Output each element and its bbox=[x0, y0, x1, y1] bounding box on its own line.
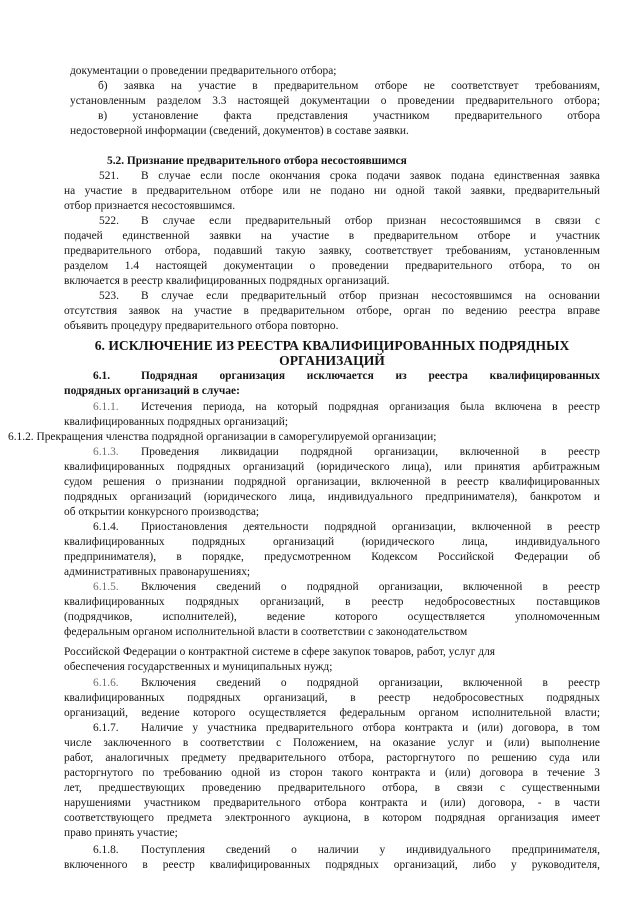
text-line: В случае если предварительный отбор признан несостоявшимся в связи с bbox=[141, 215, 600, 227]
text-line: Приостановления деятельности подрядной организации, включенной в реестр bbox=[141, 521, 600, 533]
text-line: (подрядчиков, исполнителей), ведение которого осуществляется уполномоченным bbox=[64, 611, 600, 623]
text-line: разделом 1.4 настоящей документации о проведении предварительного отбора, то он bbox=[64, 260, 600, 272]
text-line: Российской Федерации о контрактной системе в сфере закупок товаров, работ, услуг для bbox=[64, 646, 496, 658]
section-title: 5.2. Признание предварительного отбора несостоявшимся bbox=[107, 155, 407, 167]
text-line: установленным разделом 3.3 настоящей документации о проведении предварительного отбора; bbox=[70, 95, 600, 107]
clause-number: 6.1.6. bbox=[93, 677, 119, 689]
text-line: 6.1.2. Прекращения членства подрядной организации в саморегулируемой организации; bbox=[8, 431, 437, 443]
text-line: В случае если предварительный отбор признан несостоявшимся на основании bbox=[141, 290, 600, 302]
text-line: подрядных организаций в случае: bbox=[64, 385, 240, 397]
text-line: об открытии конкурсного производства; bbox=[64, 506, 260, 518]
text-line: работ, аналогичных предмету предварительного отбора, расторгнутого по решению суда или bbox=[64, 752, 600, 764]
text-line: подачей единственной заявки на участие в предварительном отборе и участник bbox=[64, 230, 600, 242]
text-line: судом решения о признании подрядной организации, включенной в реестр квалифицированных bbox=[64, 476, 600, 488]
text-line: включается в реестр квалифицированных подрядных организаций. bbox=[64, 275, 390, 287]
text-line: административных правонарушениях; bbox=[64, 566, 251, 578]
clause-number: 523. bbox=[99, 290, 119, 302]
section-heading: ОРГАНИЗАЦИЙ bbox=[279, 353, 385, 368]
clause-number: 6.1.4. bbox=[93, 521, 119, 533]
clause-number: 522. bbox=[99, 215, 119, 227]
text-line: право принять участие; bbox=[64, 827, 178, 839]
text-line: квалифицированных подрядных организаций, в реестр недобросовестных поставщиков bbox=[64, 596, 600, 608]
text-line: В случае если после окончания срока подачи заявок подана единственная заявка bbox=[141, 170, 600, 182]
text-line: организаций, ведение которого осуществляется федеральным органом исполнительной власти; bbox=[64, 707, 600, 719]
text-line: включенного в реестр квалифицированных подрядных организаций, либо у руководителя, bbox=[64, 859, 600, 871]
text-line: расторгнутого по требованию одной из сторон такого контракта и (или) договора в течение 3 bbox=[64, 767, 600, 779]
text-line: Наличие у участника предварительного отбора контракта и (или) договора, в том bbox=[141, 722, 600, 734]
text-line: отбор признается несостоявшимся. bbox=[64, 200, 236, 212]
text-line: Истечения периода, на который подрядная организация была включена в реестр bbox=[141, 401, 600, 413]
clause-number: 6.1.8. bbox=[93, 844, 119, 856]
text-line: квалифицированных подрядных организаций, в реестр недобросовестных подрядных bbox=[64, 692, 600, 704]
clause-number: 521. bbox=[99, 170, 119, 182]
text-line: недостоверной информации (сведений, документов) в составе заявки. bbox=[70, 125, 409, 137]
text-line: числе заключенного в соответствии с Положением, на оказание услуг и (или) выполнение bbox=[64, 737, 600, 749]
text-line: квалифицированных подрядных организаций (юридического лица, индивидуального bbox=[64, 536, 600, 548]
text-line: Подрядная организация исключается из реестра квалифицированных bbox=[141, 370, 600, 382]
text-line: на участие в предварительном отборе или не подано ни одной такой заявки, предварительный bbox=[64, 185, 600, 197]
text-line: соответствующего предмета электронного аукциона, в котором подрядная организация имеет bbox=[64, 812, 600, 824]
text-line: отсутствия заявок на участие в предварительном отборе, орган по ведению реестра вправе bbox=[64, 305, 600, 317]
text-line: предпринимателя), в порядке, предусмотренном Кодексом Российской Федерации об bbox=[64, 551, 600, 563]
text-line: квалифицированных подрядных организаций; bbox=[64, 416, 289, 428]
section-heading: 6. ИСКЛЮЧЕНИЕ ИЗ РЕЕСТРА КВАЛИФИЦИРОВАННЫХ ПОДРЯДНЫХ bbox=[94, 338, 570, 353]
text-line: квалифицированных подрядных организаций (юридического лица), или принятия арбитражным bbox=[64, 461, 600, 473]
text-line: документации о проведении предварительного отбора; bbox=[70, 65, 337, 77]
clause-number: 6.1.3. bbox=[93, 446, 119, 458]
text-line: б) заявка на участие в предварительном отборе не соответствует требованиям, bbox=[98, 80, 600, 92]
text-line: Проведения ликвидации подрядной организации, включенной в реестр bbox=[141, 446, 600, 458]
clause-number: 6.1.7. bbox=[93, 722, 119, 734]
clause-number: 6.1.1. bbox=[93, 401, 119, 413]
text-line: Включения сведений о подрядной организации, включенной в реестр bbox=[141, 677, 600, 689]
text-line: Включения сведений о подрядной организации, включенной в реестр bbox=[141, 581, 600, 593]
text-line: подрядных организаций (юридического лица, индивидуального предпринимателя), банкротом и bbox=[64, 491, 600, 503]
text-line: федеральным органом исполнительной власти в соответствии с законодательством bbox=[64, 626, 468, 638]
clause-number: 6.1. bbox=[93, 370, 111, 382]
text-line: Поступления сведений о наличии у индивидуального предпринимателя, bbox=[141, 844, 600, 856]
text-line: объявить процедуру предварительного отбора повторно. bbox=[64, 320, 339, 332]
clause-number: 6.1.5. bbox=[93, 581, 119, 593]
text-line: обеспечения государственных и муниципальных нужд; bbox=[64, 661, 333, 673]
text-line: нарушениями участником предварительного отбора контракта и (или) договора, - в части bbox=[64, 797, 600, 809]
text-line: предварительного отбора, подавший такую заявку, соответствует требованиям, установленным bbox=[64, 245, 600, 257]
text-line: лет, предшествующих проведению предварительного отбора, в связи с существенными bbox=[64, 782, 600, 794]
text-line: в) установление факта представления участником предварительного отбора bbox=[98, 110, 600, 122]
